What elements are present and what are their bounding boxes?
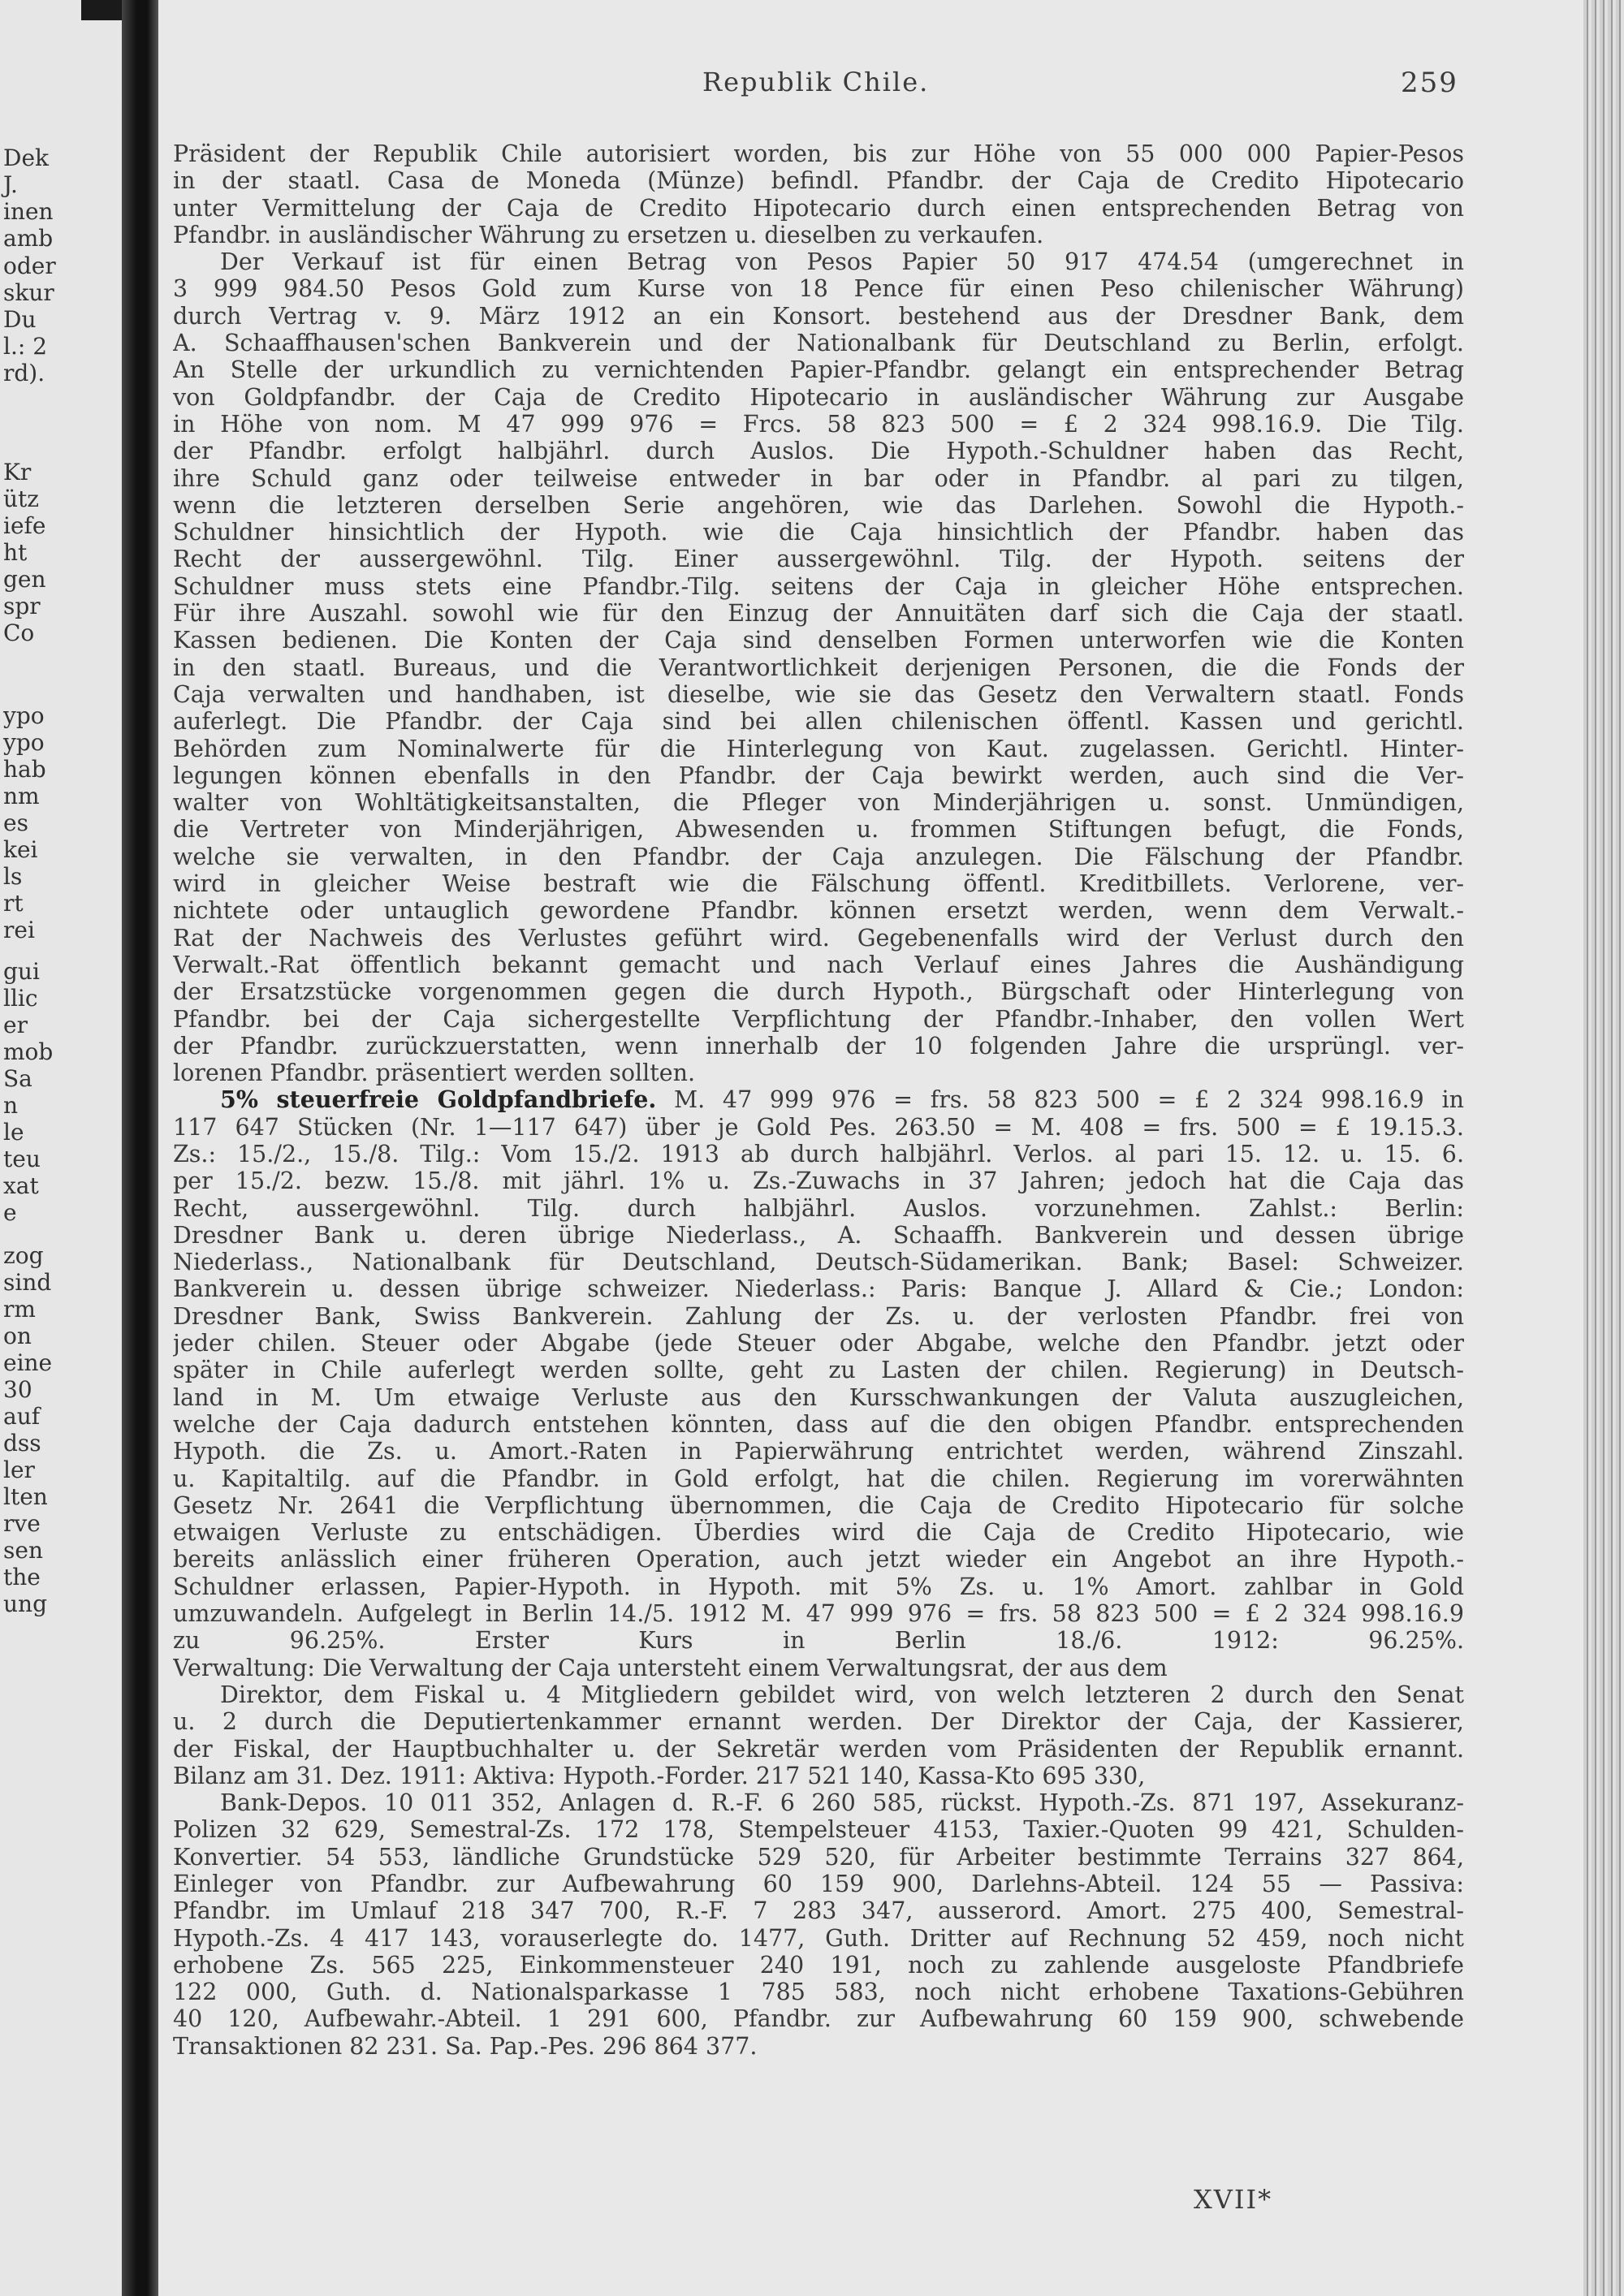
margin-fragment: Dek bbox=[3, 145, 49, 171]
text-line: zu 96.25%. Erster Kurs in Berlin 18./6. 1912: 96.25%. bbox=[173, 1627, 1464, 1655]
text-line: der Pfandbr. erfolgt halbjährl. durch Auslos. Die Hypoth.-Schuldner haben das Recht, bbox=[173, 438, 1464, 465]
margin-fragment: auf bbox=[3, 1403, 41, 1430]
margin-fragment: 30 bbox=[3, 1376, 32, 1403]
margin-fragment: the bbox=[3, 1564, 41, 1590]
text-line: u. Kapitaltilg. auf die Pfandbr. in Gold erfolgt, hat die chilen. Regierung im vorerwähnten bbox=[173, 1465, 1464, 1492]
text-line: in Höhe von nom. M 47 999 976 = Frcs. 58 823 500 = £ 2 324 998.16.9. Die Tilg. bbox=[173, 410, 1464, 438]
section-heading: 5% steuerfreie Goldpfandbriefe. bbox=[220, 1086, 657, 1114]
text-line: 40 120, Aufbewahr.-Abteil. 1 291 600, Pfandbr. zur Aufbewahrung 60 159 900, schwebende bbox=[173, 2005, 1464, 2033]
margin-fragment: J. bbox=[3, 171, 18, 198]
text-line: Schuldner hinsichtlich der Hypoth. wie die Caja hinsichtlich der Pfandbr. haben das bbox=[173, 519, 1464, 546]
margin-fragment: rei bbox=[3, 917, 35, 943]
margin-fragment: inen bbox=[3, 198, 54, 225]
text-line: ihre Schuld ganz oder teilweise entweder in bar oder in Pfandbr. al pari zu tilgen, bbox=[173, 464, 1464, 492]
text-line: die Vertreter von Minderjährigen, Abwesenden u. frommen Stiftungen befugt, die Fonds, bbox=[173, 816, 1464, 844]
margin-fragment: er bbox=[3, 1012, 28, 1038]
text-line: der Ersatzstücke vorgenommen gegen die durch Hypoth., Bürgschaft oder Hinterlegung von bbox=[173, 978, 1464, 1006]
margin-fragment: es bbox=[3, 809, 28, 836]
margin-fragment: nm bbox=[3, 783, 40, 809]
text-line: land in M. Um etwaige Verluste aus den Kursschwankungen der Valuta auszugleichen, bbox=[173, 1383, 1464, 1411]
text-line: An Stelle der urkundlich zu vernichtenden Papier-Pfandbr. gelangt ein entsprechender Betrag bbox=[173, 356, 1464, 384]
text-line: von Goldpfandbr. der Caja de Credito Hipotecario in ausländischer Währung zur Ausgabe bbox=[173, 383, 1464, 411]
margin-fragment: rt bbox=[3, 890, 24, 917]
margin-fragment: hab bbox=[3, 756, 46, 783]
margin-fragment: rve bbox=[3, 1510, 41, 1537]
text-line: per 15./2. bezw. 15./8. mit jährl. 1% u. Zs.-Zuwachs in 37 Jahren; jedoch hat die Caja das bbox=[173, 1167, 1464, 1195]
text-line: 122 000, Guth. d. Nationalsparkasse 1 785 583, noch nicht erhobene Taxations-Gebühren bbox=[173, 1979, 1464, 2006]
text-line: Hypoth. die Zs. u. Amort.-Raten in Papierwährung entrichtet werden, während Zinszahl. bbox=[173, 1438, 1464, 1465]
text-line: Direktor, dem Fiskal u. 4 Mitgliedern gebildet wird, von welch letzteren 2 durch den Senat bbox=[220, 1681, 1464, 1708]
text-line: Hypoth.-Zs. 4 417 143, vorauserlegte do. 1477, Guth. Dritter auf Rechnung 52 459, noch nicht bbox=[173, 1924, 1464, 1952]
margin-fragment: n bbox=[3, 1092, 19, 1119]
margin-fragment: e bbox=[3, 1199, 17, 1226]
text-line: in der staatl. Casa de Moneda (Münze) befindl. Pfandbr. der Caja de Credito Hipotecario bbox=[173, 167, 1464, 195]
text-line: nichtete oder untauglich gewordene Pfandbr. können ersetzt werden, wenn dem Verwalt.- bbox=[173, 897, 1464, 925]
text-line: wird in gleicher Weise bestraft wie die Fälschung öffentl. Kreditbillets. Verlorene, ver- bbox=[173, 870, 1464, 898]
margin-fragment: kei bbox=[3, 836, 38, 863]
body-text bbox=[173, 140, 1464, 2060]
margin-fragment: ung bbox=[3, 1590, 47, 1617]
text-line: umzuwandeln. Aufgelegt in Berlin 14./5. 1912 M. 47 999 976 = frs. 58 823 500 = £ 2 324 998.16.9 bbox=[173, 1600, 1464, 1628]
text-line: später in Chile auferlegt werden sollte, geht zu Lasten der chilen. Regierung) in Deutsch- bbox=[173, 1357, 1464, 1384]
text-line: auferlegt. Die Pfandbr. der Caja sind bei allen chilenischen öffentl. Kassen und gerichtl. bbox=[173, 708, 1464, 736]
text-line: Behörden zum Nominalwerte für die Hinterlegung von Kaut. zugelassen. Gerichtl. Hinter- bbox=[173, 735, 1464, 762]
margin-fragment: dss bbox=[3, 1430, 41, 1457]
text-line: Dresdner Bank, Swiss Bankverein. Zahlung der Zs. u. der verlosten Pfandbr. frei von bbox=[173, 1302, 1464, 1330]
margin-fragment: xat bbox=[3, 1172, 39, 1199]
margin-fragment: rm bbox=[3, 1296, 36, 1323]
margin-fragment: ypo bbox=[3, 729, 45, 756]
text-line: Verwaltung: Die Verwaltung der Caja untersteht einem Verwaltungsrat, der aus dem bbox=[173, 1654, 1168, 1681]
margin-fragment: iefe bbox=[3, 512, 46, 539]
text-line: in den staatl. Bureaus, und die Verantwortlichkeit derjenigen Personen, die die Fonds der bbox=[173, 654, 1464, 681]
text-line: Rat der Nachweis des Verlustes geführt wird. Gegebenenfalls wird der Verlust durch den bbox=[173, 924, 1464, 952]
text-line: Bank-Depos. 10 011 352, Anlagen d. R.-F. 6 260 585, rückst. Hypoth.-Zs. 871 197, Assekuranz- bbox=[220, 1789, 1464, 1817]
text-line: erhobene Zs. 565 225, Einkommensteuer 240 191, noch zu zahlende ausgeloste Pfandbriefe bbox=[173, 1951, 1464, 1979]
text-line: Verwalt.-Rat öffentlich bekannt gemacht und nach Verlauf eines Jahres die Aushändigung bbox=[173, 951, 1464, 978]
margin-fragment: zog bbox=[3, 1242, 44, 1269]
margin-fragment: Kr bbox=[3, 459, 32, 486]
text-line: Recht, aussergewöhnl. Tilg. durch halbjährl. Auslos. vorzunehmen. Zahlst.: Berlin: bbox=[173, 1194, 1464, 1222]
right-page-edges bbox=[1583, 0, 1624, 2296]
margin-fragment: oder bbox=[3, 252, 56, 279]
text-line: legungen können ebenfalls in den Pfandbr. der Caja bewirkt werden, auch sind die Ver- bbox=[173, 762, 1464, 789]
text-line: Caja verwalten und handhaben, ist dieselbe, wie sie das Gesetz den Verwaltern staatl. Fonds bbox=[173, 680, 1464, 708]
margin-fragment: mob bbox=[3, 1038, 54, 1065]
text-line: Gesetz Nr. 2641 die Verpflichtung übernommen, die Caja de Credito Hipotecario für solche bbox=[173, 1491, 1464, 1519]
margin-fragment: sind bbox=[3, 1269, 52, 1296]
text-line: Pfandbr. in ausländischer Währung zu ersetzen u. dieselben zu verkaufen. bbox=[173, 221, 1044, 248]
text-line: unter Vermittelung der Caja de Credito Hipotecario durch einen entsprechenden Betrag von bbox=[173, 194, 1464, 222]
margin-fragment: le bbox=[3, 1119, 24, 1146]
text-line: welche sie verwalten, in den Pfandbr. der Caja anzulegen. Die Fälschung der Pfandbr. bbox=[173, 843, 1464, 870]
margin-fragment: ls bbox=[3, 863, 23, 890]
text-line: Einleger von Pfandbr. zur Aufbewahrung 60 159 900, Darlehns-Abteil. 124 55 — Passiva: bbox=[173, 1871, 1464, 1897]
text-line: Dresdner Bank u. deren übrige Niederlass., A. Schaaffh. Bankverein und dessen übrige bbox=[173, 1221, 1464, 1249]
text-line: durch Vertrag v. 9. März 1912 an ein Konsort. bestehend aus der Dresdner Bank, dem bbox=[173, 302, 1464, 330]
margin-fragment: l.: 2 bbox=[3, 333, 48, 360]
margin-fragment: gen bbox=[3, 566, 46, 593]
text-line: welche der Caja dadurch entstehen könnten, dass auf die den obigen Pfandbr. entsprechenden bbox=[173, 1410, 1464, 1438]
margin-fragment: sen bbox=[3, 1537, 43, 1564]
text-line: Polizen 32 629, Semestral-Zs. 172 178, Stempelsteuer 4153, Taxier.-Quoten 99 421, Schulden- bbox=[173, 1816, 1464, 1844]
text-line: 5% steuerfreie Goldpfandbriefe. M. 47 999 976 = frs. 58 823 500 = £ 2 324 998.16.9 in bbox=[220, 1086, 1464, 1114]
text-line: Präsident der Republik Chile autorisiert worden, bis zur Höhe von 55 000 000 Papier-Pesos bbox=[173, 140, 1464, 167]
text-line: bereits anlässlich einer früheren Operation, auch jetzt wieder ein Angebot an ihre Hypoth.- bbox=[173, 1546, 1464, 1573]
margin-fragment: Du bbox=[3, 306, 37, 333]
text-line: A. Schaaffhausen'schen Bankverein und der Nationalbank für Deutschland zu Berlin, erfolgt. bbox=[173, 330, 1464, 357]
text-line: Zs.: 15./2., 15./8. Tilg.: Vom 15./2. 1913 ab durch halbjährl. Verlos. al pari 15. 12. u. 15. 6. bbox=[173, 1140, 1464, 1167]
text-line: walter von Wohltätigkeitsanstalten, die Pfleger von Minderjährigen u. sonst. Unmündigen, bbox=[173, 789, 1464, 817]
margin-fragment: gui bbox=[3, 958, 40, 985]
page bbox=[158, 0, 1583, 2296]
text-line: Der Verkauf ist für einen Betrag von Pesos Papier 50 917 474.54 (umgerechnet in bbox=[220, 248, 1464, 276]
margin-fragment: eine bbox=[3, 1349, 53, 1376]
text-line: Bilanz am 31. Dez. 1911: Aktiva: Hypoth.-Forder. 217 521 140, Kassa-Kto 695 330, bbox=[173, 1762, 1146, 1789]
margin-fragment: ht bbox=[3, 539, 28, 566]
margin-fragment: spr bbox=[3, 593, 41, 619]
text-line: lorenen Pfandbr. präsentiert werden sollten. bbox=[173, 1060, 696, 1087]
signature-mark: XVII* bbox=[1194, 2184, 1273, 2215]
text-line: 3 999 984.50 Pesos Gold zum Kurse von 18 Pence für einen Peso chilenischer Währung) bbox=[173, 275, 1464, 303]
text-line: 117 647 Stücken (Nr. 1—117 647) über je Gold Pes. 263.50 = M. 408 = frs. 500 = £ 19.15.3. bbox=[173, 1113, 1464, 1141]
running-title: Republik Chile. bbox=[702, 67, 930, 97]
page-number: 259 bbox=[1401, 67, 1458, 99]
text-line: Pfandbr. bei der Caja sichergestellte Verpflichtung der Pfandbr.-Inhaber, den vollen Wert bbox=[173, 1005, 1464, 1033]
text-line: etwaigen Verluste zu entschädigen. Überdies wird die Caja de Credito Hipotecario, wie bbox=[173, 1519, 1464, 1547]
margin-fragment: ypo bbox=[3, 702, 45, 729]
margin-fragment: amb bbox=[3, 225, 54, 252]
text-line: Konvertier. 54 553, ländliche Grundstücke 529 520, für Arbeiter bestimmte Terrains 327 864, bbox=[173, 1843, 1464, 1871]
text-line: u. 2 durch die Deputiertenkammer ernannt werden. Der Direktor der Caja, der Kassierer, bbox=[173, 1708, 1464, 1736]
margin-fragment: llic bbox=[3, 985, 38, 1012]
left-page-edge bbox=[0, 0, 122, 2296]
text-line: Pfandbr. im Umlauf 218 347 700, R.-F. 7 283 347, ausserord. Amort. 275 400, Semestral- bbox=[173, 1897, 1464, 1925]
margin-fragment: Sa bbox=[3, 1065, 32, 1092]
text-line: jeder chilen. Steuer oder Abgabe (jede Steuer oder Abgabe, welche den Pfandbr. jetzt oder bbox=[173, 1330, 1464, 1357]
margin-fragment: ütz bbox=[3, 486, 40, 512]
text-line: Kassen bedienen. Die Konten der Caja sind denselben Formen unterworfen wie die Konten bbox=[173, 627, 1464, 654]
text-line: Bankverein u. dessen übrige schweizer. Niederlass.: Paris: Banque J. Allard & Cie.; London: bbox=[173, 1275, 1464, 1303]
text-line: Transaktionen 82 231. Sa. Pap.-Pes. 296 864 377. bbox=[173, 2032, 758, 2060]
text-line: der Fiskal, der Hauptbuchhalter u. der Sekretär werden vom Präsidenten der Republik ernannt. bbox=[173, 1735, 1464, 1763]
text-line: Recht der aussergewöhnl. Tilg. Einer aussergewöhnl. Tilg. der Hypoth. seitens der bbox=[173, 546, 1464, 573]
margin-fragment: lten bbox=[3, 1483, 48, 1510]
text-line: Schuldner muss stets eine Pfandbr.-Tilg. seitens der Caja in gleicher Höhe entsprechen. bbox=[173, 572, 1464, 600]
margin-fragment: rd). bbox=[3, 360, 45, 386]
book-gutter bbox=[122, 0, 158, 2296]
margin-fragment: ler bbox=[3, 1457, 35, 1483]
margin-fragment: Co bbox=[3, 619, 35, 646]
margin-fragment: on bbox=[3, 1323, 32, 1349]
text-line: Für ihre Auszahl. sowohl wie für den Einzug der Annuitäten darf sich die Caja der staatl. bbox=[173, 600, 1464, 628]
text-line: wenn die letzteren derselben Serie angehören, wie das Darlehen. Sowohl die Hypoth.- bbox=[173, 491, 1464, 519]
margin-fragment: teu bbox=[3, 1146, 41, 1172]
text-line: der Pfandbr. zurückzuerstatten, wenn innerhalb der 10 folgenden Jahre die ursprüngl. ver- bbox=[173, 1032, 1464, 1060]
text-line: Niederlass., Nationalbank für Deutschland, Deutsch-Südamerikan. Bank; Basel: Schweizer. bbox=[173, 1249, 1464, 1276]
margin-fragment: skur bbox=[3, 279, 54, 306]
page-header bbox=[158, 67, 1583, 107]
text-line: Schuldner erlassen, Papier-Hypoth. in Hypoth. mit 5% Zs. u. 1% Amort. zahlbar in Gold bbox=[173, 1573, 1464, 1600]
